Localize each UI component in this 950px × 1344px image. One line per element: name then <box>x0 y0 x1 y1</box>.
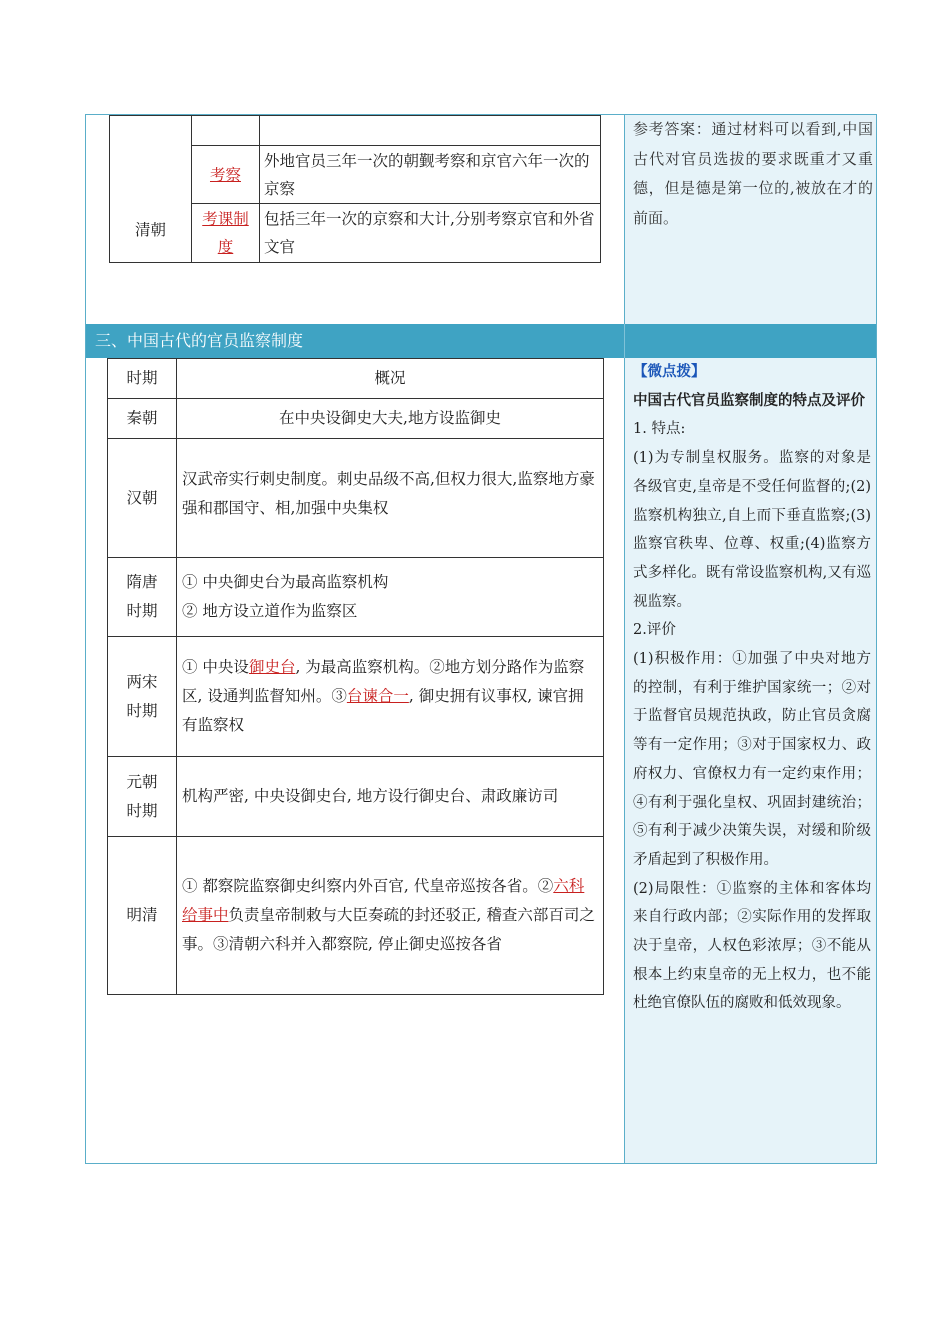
period-label: 元朝时期 <box>126 772 158 820</box>
table-row <box>110 116 601 146</box>
desc-cell <box>260 116 601 146</box>
table-row <box>108 399 604 439</box>
table-row <box>108 757 604 837</box>
keyword-kaoke: 考课制度 <box>202 210 249 256</box>
desc-cell: 包括三年一次的京察和大计,分别考察京官和外省文官 <box>260 204 601 263</box>
item-cell <box>192 204 260 263</box>
tip-point1-title: 1. 特点: <box>633 421 686 438</box>
period-label: 两宋时期 <box>126 672 158 720</box>
period-cell: 汉朝 <box>108 439 177 558</box>
period-cell <box>108 637 177 757</box>
column-divider <box>624 114 625 1164</box>
overview-cell <box>177 837 604 995</box>
desc-cell: 外地官员三年一次的朝觐考察和京官六年一次的京察 <box>260 146 601 204</box>
text-segment: , 御史拥有议事权, 谏官拥有监察权 <box>182 687 584 734</box>
tip-point2-negative: (2)局限性：①监察的主体和客体均来自行政内部；②实际作用的发挥取决于皇帝，人权色彩浓厚；③不能从根本上约束皇帝的无上权力，也不能杜绝官僚队伍的腐败和低效现象。 <box>633 880 871 1012</box>
table-row <box>108 439 604 558</box>
table-row <box>108 558 604 637</box>
overview-cell <box>177 637 604 757</box>
overview-cell <box>177 558 604 637</box>
period-cell <box>108 558 177 637</box>
header-period: 时期 <box>108 359 177 399</box>
period-cell: 秦朝 <box>108 399 177 439</box>
keyword-taijianheyi: 台谏合一 <box>346 687 409 705</box>
section-bar-divider <box>624 324 625 358</box>
overview-line: ② 地方设立道作为监察区 <box>182 602 358 620</box>
tip-tag: 【微点拨】 <box>633 364 706 380</box>
period-cell: 明清 <box>108 837 177 995</box>
overview-cell: 在中央设御史大夫,地方设监御史 <box>177 399 604 439</box>
period-cell: 清朝 <box>110 116 192 263</box>
item-cell <box>192 146 260 204</box>
tip-point2-title: 2.评价 <box>633 622 676 639</box>
table-row <box>108 637 604 757</box>
section-header <box>86 324 876 358</box>
text-segment: 负责皇帝制敕与大臣奏疏的封还驳正, 稽查六部百司之事。③清朝六科并入都察院, 停止御史巡按各省 <box>182 906 595 953</box>
selection-table <box>109 115 601 263</box>
tip-point2-positive: (1)积极作用：①加强了中央对地方的控制，有利于维护国家统一；②对于监督官员规范执政，防止官员贪腐等有一定作用；③对于国家权力、政府权力、官僚权力有一定约束作用；④有利于强化皇权、巩固封建统治；⑤有利于减少决策失误，对缓和阶级矛盾起到了积极作用。 <box>633 651 871 868</box>
tip-point1-text: (1)为专制皇权服务。监察的对象是各级官吏,皇帝是不受任何监督的;(2)监察机构独立,自上而下垂直监察;(3)监察官秩卑、位尊、权重;(4)监察方式多样化。既有常设监察机构,又有巡视监察。 <box>633 450 871 610</box>
overview-line: ① 中央御史台为最高监察机构 <box>182 573 389 591</box>
item-cell <box>192 116 260 146</box>
overview-cell: 机构严密, 中央设御史台, 地方设行御史台、肃政廉访司 <box>177 757 604 837</box>
tip-heading: 中国古代官员监察制度的特点及评价 <box>633 392 865 409</box>
keyword-liukejishizhong: 六科给事中 <box>182 877 585 924</box>
tip-box <box>633 358 871 1018</box>
table-row <box>108 837 604 995</box>
text-segment: , 为最高监察机构。②地方划分路作为监察区, 设通判监督知州。③ <box>182 658 585 705</box>
period-label: 隋唐时期 <box>126 573 158 620</box>
header-overview: 概况 <box>177 359 604 399</box>
text-segment: ① 中央设 <box>182 658 249 676</box>
table-header-row <box>108 359 604 399</box>
section-title: 三、中国古代的官员监察制度 <box>95 331 304 350</box>
keyword-kaocha: 考察 <box>209 165 241 184</box>
keyword-yushitai: 御史台 <box>248 658 296 676</box>
supervision-table <box>107 358 604 995</box>
text-segment: ① 都察院监察御史纠察内外百官, 代皇帝巡按各省。② <box>182 877 554 895</box>
period-cell <box>108 757 177 837</box>
overview-cell: 汉武帝实行刺史制度。刺史品级不高,但权力很大,监察地方豪强和郡国守、相,加强中央集权 <box>177 439 604 558</box>
reference-answer: 参考答案：通过材料可以看到,中国古代对官员选拔的要求既重才又重德，但是德是第一位的,被放在才的前面。 <box>633 120 873 227</box>
